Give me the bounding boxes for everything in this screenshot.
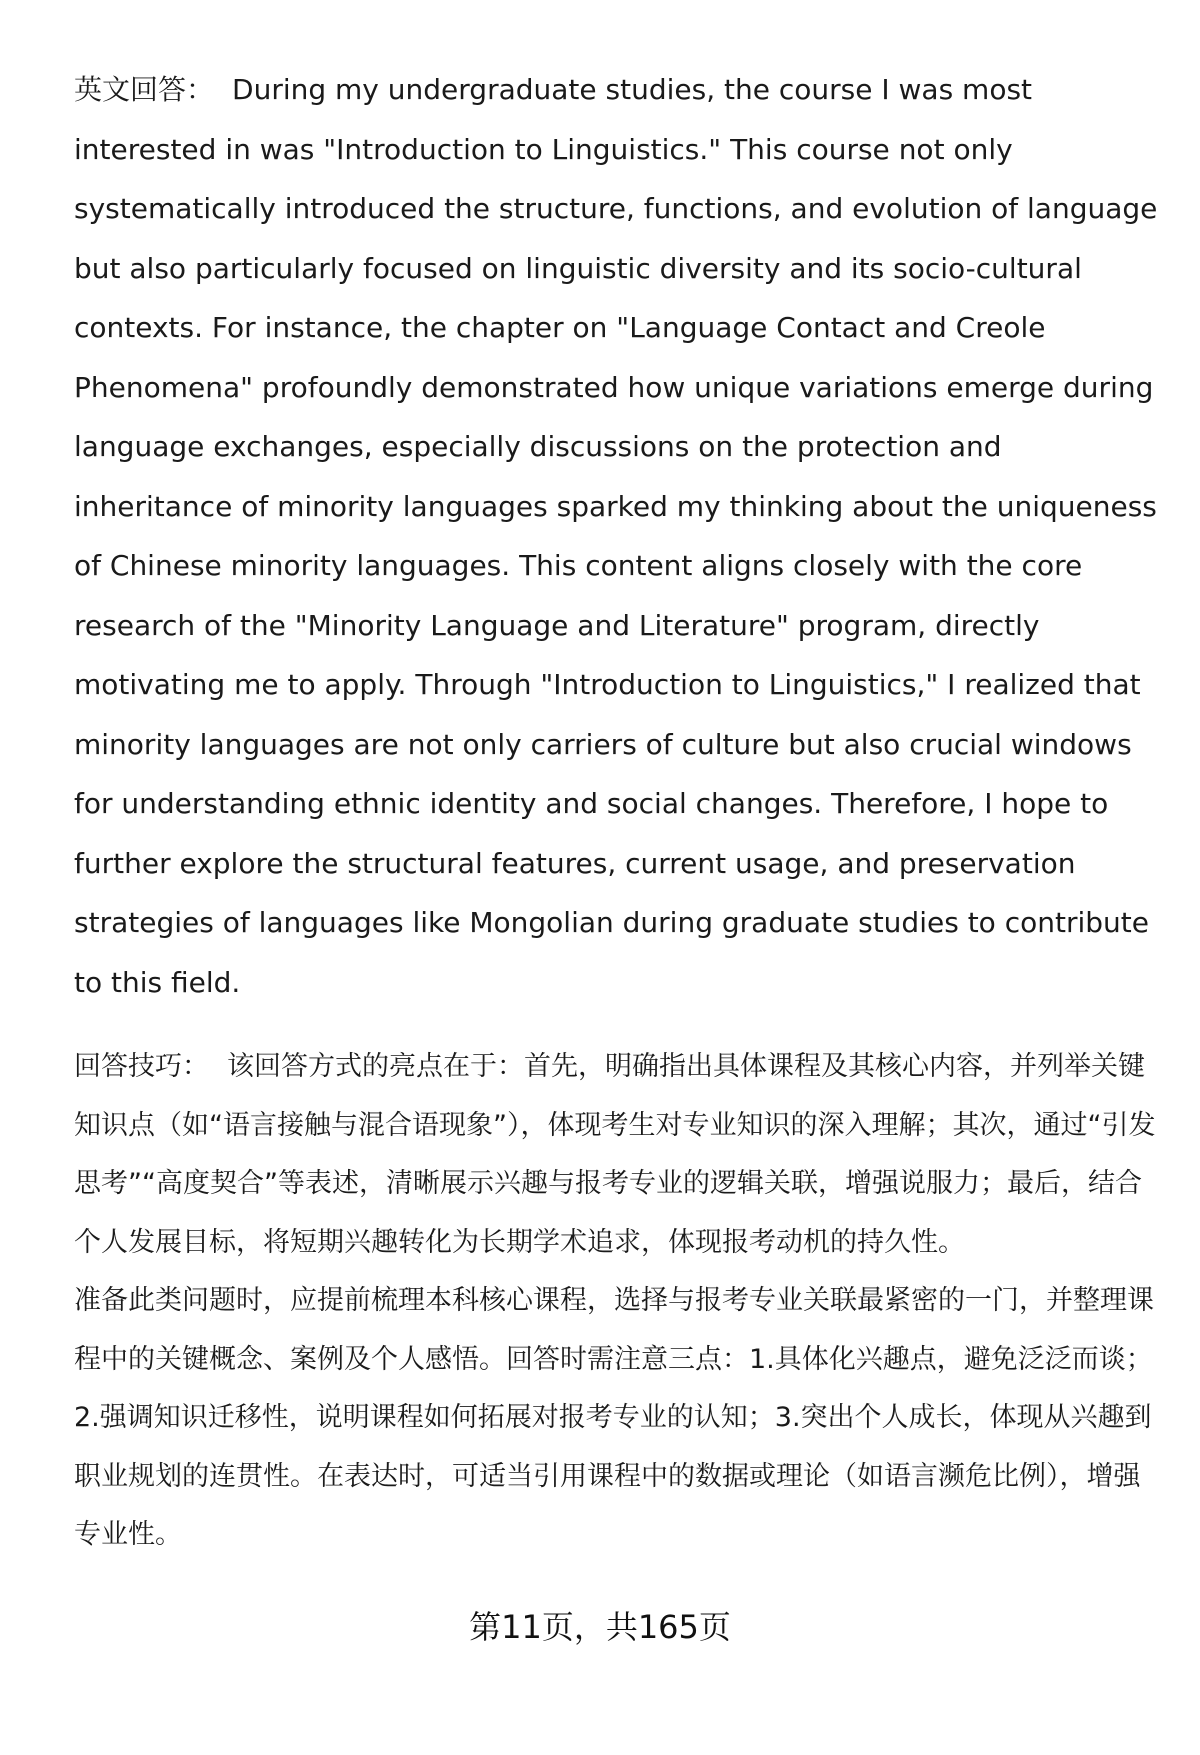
answer-tips-text: 该回答方式的亮点在于：首先，明确指出具体课程及其核心内容，并列举关键知识点（如“语言接触与混合语现象”），体现考生对专业知识的深入理解；其次，通过“引发思考”“高度契合”等表述，清晰展示兴趣与报考专业的逻辑关联，增强说服力；最后，结合个人发展目标，将短期兴趣转化为长期学术追求，体现报考动机的持久性。 (74, 1051, 1156, 1258)
english-answer-label: 英文回答： (74, 73, 215, 106)
english-answer-text: During my undergraduate studies, the course I was most interested in was "Introduction to Linguistics." This course not only systematically introduced the structure, functions, and evolution of language but also particularly focused on linguistic diversity and its socio-cultural contexts. For instance, the chapter on "Language Contact and Creole Phenomena" profoundly demonstrated how unique variations emerge during language exchanges, especially discussions on the protection and inheritance of minority languages sparked my thinking about the uniqueness of Chinese minority languages. This content aligns closely with the core research of the "Minority Language and Literature" program, directly motivating me to apply. Through "Introduction to Linguistics," I realized that minority languages are not only carriers of culture but also crucial windows for understanding ethnic identity and social changes. Therefore, I hope to further explore the structural features, current usage, and preservation strategies of languages like Mongolian during graduate studies to contribute to this field. (74, 73, 1158, 999)
english-answer-paragraph (74, 60, 1159, 1012)
document-body (74, 60, 1159, 1565)
answer-tips-paragraph (74, 1038, 1159, 1272)
answer-tips-label: 回答技巧： (74, 1051, 209, 1082)
page-number: 第11页，共165页 (469, 1608, 731, 1646)
preparation-paragraph: 准备此类问题时，应提前梳理本科核心课程，选择与报考专业关联最紧密的一门，并整理课程中的关键概念、案例及个人感悟。回答时需注意三点：1.具体化兴趣点，避免泛泛而谈；2.强调知识迁移性，说明课程如何拓展对报考专业的认知；3.突出个人成长，体现从兴趣到职业规划的连贯性。在表达时，可适当引用课程中的数据或理论（如语言濒危比例），增强专业性。 (74, 1285, 1154, 1550)
